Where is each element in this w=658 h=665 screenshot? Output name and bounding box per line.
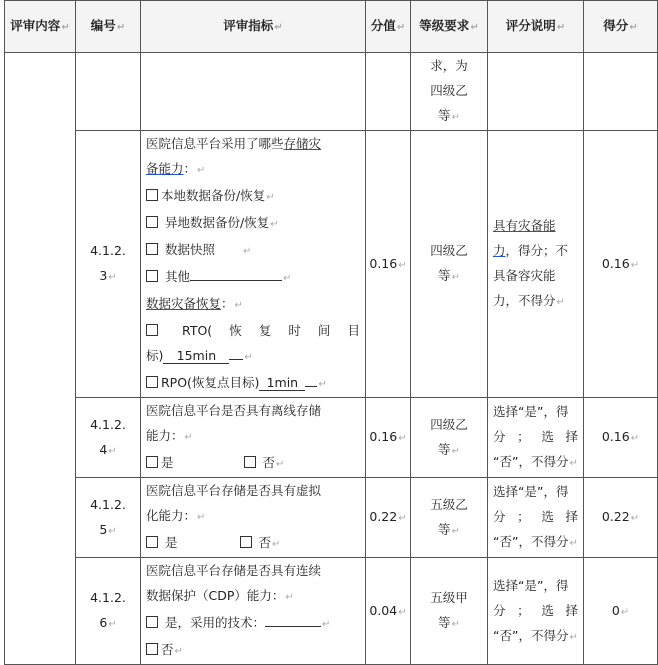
checkbox-no[interactable]	[240, 536, 252, 548]
grade-cell: 五级乙 等↵	[411, 478, 488, 558]
explanation-cell: 选择“是”，得 分；选择 “否”，不得分↵	[488, 558, 584, 665]
number-cell: 4.1.2. 6↵	[76, 558, 141, 665]
header-grade: 等级要求↵	[411, 1, 488, 53]
header-indicator: 评审指标↵	[141, 1, 366, 53]
score-cell: 0.04↵	[366, 558, 411, 665]
header-score: 分值↵	[366, 1, 411, 53]
content-cell	[5, 53, 76, 665]
header-row	[5, 1, 658, 53]
checkbox[interactable]	[146, 376, 158, 388]
checkbox-yes[interactable]	[146, 616, 158, 628]
checkbox-no[interactable]	[146, 643, 158, 655]
explanation-cell: 选择“是”，得 分；选择 “否”，不得分↵	[488, 478, 584, 558]
checkbox-yes[interactable]	[146, 536, 158, 548]
checkbox[interactable]	[146, 189, 158, 201]
evaluation-table	[4, 0, 658, 665]
checkbox-no[interactable]	[244, 456, 256, 468]
checkbox[interactable]	[146, 216, 158, 228]
indicator-cell: 医院信息平台采用了哪些存储灾 备能力：↵ 本地数据备份/恢复↵ 异地数据备份/恢复↵ 数据快照 ↵ 其他 ↵ 数据灾备恢复：↵ RTO(恢复时间目 标) 15min ↵ RPO(恢复点目标) 1min ↵	[141, 131, 366, 398]
header-content: 评审内容↵	[5, 1, 76, 53]
result-cell: 0↵	[584, 558, 658, 665]
checkbox-yes[interactable]	[146, 456, 158, 468]
result-cell: 0.22↵	[584, 478, 658, 558]
score-cell: 0.22↵	[366, 478, 411, 558]
score-cell: 0.16↵	[366, 398, 411, 478]
grade-cell: 四级乙 等↵	[411, 398, 488, 478]
table-row	[5, 558, 658, 665]
number-cell: 4.1.2. 3↵	[76, 131, 141, 398]
header-explanation: 评分说明↵	[488, 1, 584, 53]
grade-cell: 五级甲 等↵	[411, 558, 488, 665]
header-result: 得分↵	[584, 1, 658, 53]
number-cell: 4.1.2. 5↵	[76, 478, 141, 558]
explanation-cell: 选择“是”，得 分；选择 “否”，不得分↵	[488, 398, 584, 478]
grade-cell: 求，为 四级乙 等↵	[411, 53, 488, 131]
indicator-cell: 医院信息平台存储是否具有连续 数据保护（CDP）能力：↵ 是，采用的技术： ↵ 否↵	[141, 558, 366, 665]
grade-cell: 四级乙 等↵	[411, 131, 488, 398]
header-number: 编号↵	[76, 1, 141, 53]
table-row	[5, 53, 658, 131]
score-cell: 0.16↵	[366, 131, 411, 398]
explanation-cell: 具有灾备能 力，得分；不 具备容灾能 力，不得分↵	[488, 131, 584, 398]
result-cell: 0.16↵	[584, 398, 658, 478]
table-row	[5, 398, 658, 478]
table-row	[5, 131, 658, 398]
indicator-cell: 医院信息平台存储是否具有虚拟 化能力：↵ 是 否↵	[141, 478, 366, 558]
result-cell: 0.16↵	[584, 131, 658, 398]
checkbox[interactable]	[146, 324, 158, 336]
number-cell: 4.1.2. 4↵	[76, 398, 141, 478]
indicator-cell: 医院信息平台是否具有离线存储 能力：↵ 是 否↵	[141, 398, 366, 478]
checkbox[interactable]	[146, 243, 158, 255]
table-row	[5, 478, 658, 558]
checkbox[interactable]	[146, 270, 158, 282]
